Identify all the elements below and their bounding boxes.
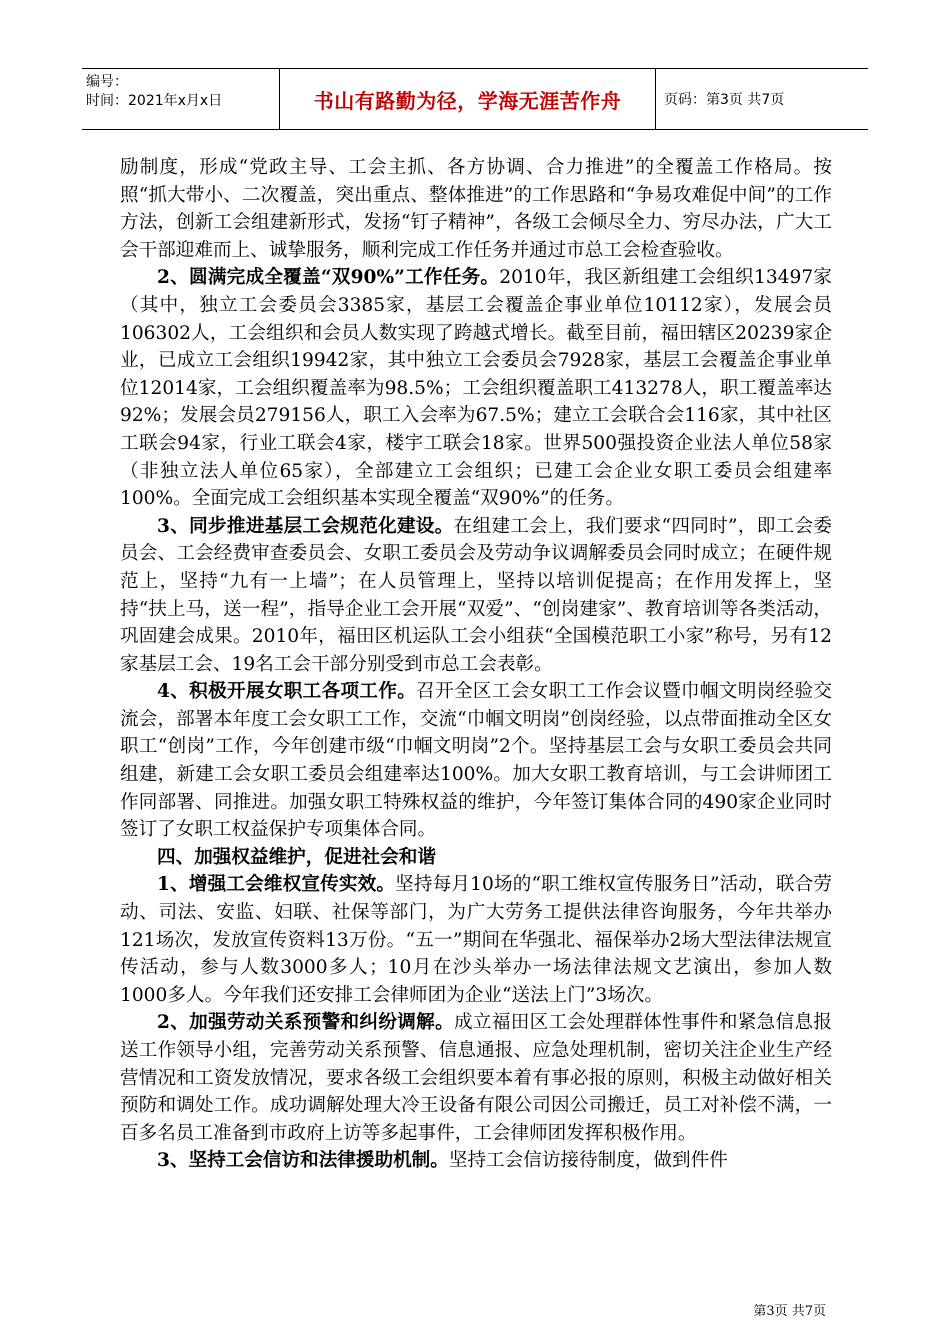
paragraph-text: 坚持工会信访接待制度，做到件件	[448, 1150, 728, 1172]
header-motto-cell	[280, 69, 656, 129]
paragraph-text: 召开全区工会女职工工作会议暨巾帼文明岗经验交流会，部署本年度工会女职工工作，交流“巾帼文明岗”创岗经验，以点带面推动全区女职工“创岗”工作，今年创建市级“巾帼文明岗”2个。坚持基层工会与女职工委员会共同组建，新建工会女职工委员会组建率达100%。加大女职工教育培训，与工会讲师团工作同部署、同推进。加强女职工特殊权益的维护，今年签订集体合同的490家企业同时签订了女职工权益保护专项集体合同。	[120, 681, 832, 841]
paragraph-female-workers	[120, 678, 832, 844]
header-page-number: 页码：第3页 共7页	[664, 92, 785, 108]
document-number-label: 编号：	[86, 74, 128, 90]
paragraph-labor-mediation	[120, 1009, 832, 1147]
paragraph-lead: 1、增强工会维权宣传实效。	[157, 874, 396, 896]
paragraph-legal-aid	[120, 1147, 832, 1175]
paragraph-rights-publicity	[120, 871, 832, 1009]
paragraph-text: 在组建工会上，我们要求“四同时”，即工会委员会、工会经费审查委员会、女职工委员会及劳动争议调解委员会同时成立；在硬件规范上，坚持“九有一上墙”；在人员管理上，坚持以培训促提高；在作用发挥上，坚持“扶上马，送一程”，指导企业工会开展“双爱”、“创岗建家”、教育培训等各类活动，巩固建会成果。2010年，福田区机运队工会小组获“全国模范职工小家”称号，另有12家基层工会、19名工会干部分别受到市总工会表彰。	[120, 515, 832, 675]
paragraph-text: 2010年，我区新组建工会组织13497家（其中，独立工会委员会3385家，基层工会覆盖企事业单位10112家），发展会员106302人，工会组织和会员人数实现了跨越式增长。截至目前，福田辖区20239家企业，已成立工会组织19942家，其中独立工会委员会7928家，基层工会覆盖企事业单位12014家，工会组织覆盖率为98.5%；工会组织覆盖职工413278人，职工覆盖率达92%；发展会员279156人，职工入会率为67.5%；建立工会联合会116家，其中社区工联会94家，行业工联会4家，楼宇工联会18家。世界500强投资企业法人单位58家（非独立法人单位65家），全部建立工会组织；已建工会企业女职工委员会组建率100%。全面完成工会组织基本实现全覆盖“双90%”的任务。	[120, 267, 832, 510]
header-meta	[82, 69, 280, 129]
paragraph-lead: 3、同步推进基层工会规范化建设。	[157, 515, 454, 537]
paragraph-standardization	[120, 513, 832, 679]
page-header	[82, 68, 868, 130]
paragraph-lead: 3、坚持工会信访和法律援助机制。	[157, 1150, 449, 1172]
header-motto: 书山有路勤为径，学海无涯苦作舟	[313, 88, 622, 113]
section-heading: 四、加强权益维护，促进社会和谐	[157, 846, 436, 868]
document-body	[120, 154, 832, 1175]
paragraph-continued: 励制度，形成“党政主导、工会主抓、各方协调、合力推进”的全覆盖工作格局。按照“抓大带小、二次覆盖，突出重点、整体推进”的工作思路和“争易攻难促中间”的工作方法，创新工会组建新形式，发扬“钉子精神”，各级工会倾尽全力、穷尽办法，广大工会干部迎难而上、诚挚服务，顺利完成工作任务并通过市总工会检查验收。	[120, 157, 832, 261]
paragraph-full-coverage	[120, 264, 832, 512]
paragraph-text: 坚持每月10场的“职工维权宣传服务日”活动，联合劳动、司法、安监、妇联、社保等部门，为广大劳务工提供法律咨询服务，今年共举办121场次，发放宣传资料13万份。“五一”期间在华强北、福保举办2场大型法律法规宣传活动，参与人数3000多人；10月在沙头举办一场法律法规文艺演出，参加人数1000多人。今年我们还安排工会律师团为企业“送法上门”3场次。	[120, 874, 832, 1006]
paragraph-text: 成立福田区工会处理群体性事件和紧急信息报送工作领导小组，完善劳动关系预警、信息通报、应急处理机制，密切关注企业生产经营情况和工资发放情况，要求各级工会组织要本着有事必报的原则，积极主动做好相关预防和调处工作。成功调解处理大冷王设备有限公司因公司搬迁，员工对补偿不满，一百多名员工准备到市政府上访等多起事件，工会律师团发挥积极作用。	[120, 1012, 832, 1144]
paragraph-lead: 2、圆满完成全覆盖“双90%”工作任务。	[157, 267, 500, 289]
paragraph-lead: 4、积极开展女职工各项工作。	[157, 681, 417, 703]
footer-page-number: 第3页 共7页	[753, 1304, 826, 1319]
paragraph-lead: 2、加强劳动关系预警和纠纷调解。	[157, 1012, 454, 1034]
document-date-label: 时间：2021年x月x日	[86, 93, 223, 109]
